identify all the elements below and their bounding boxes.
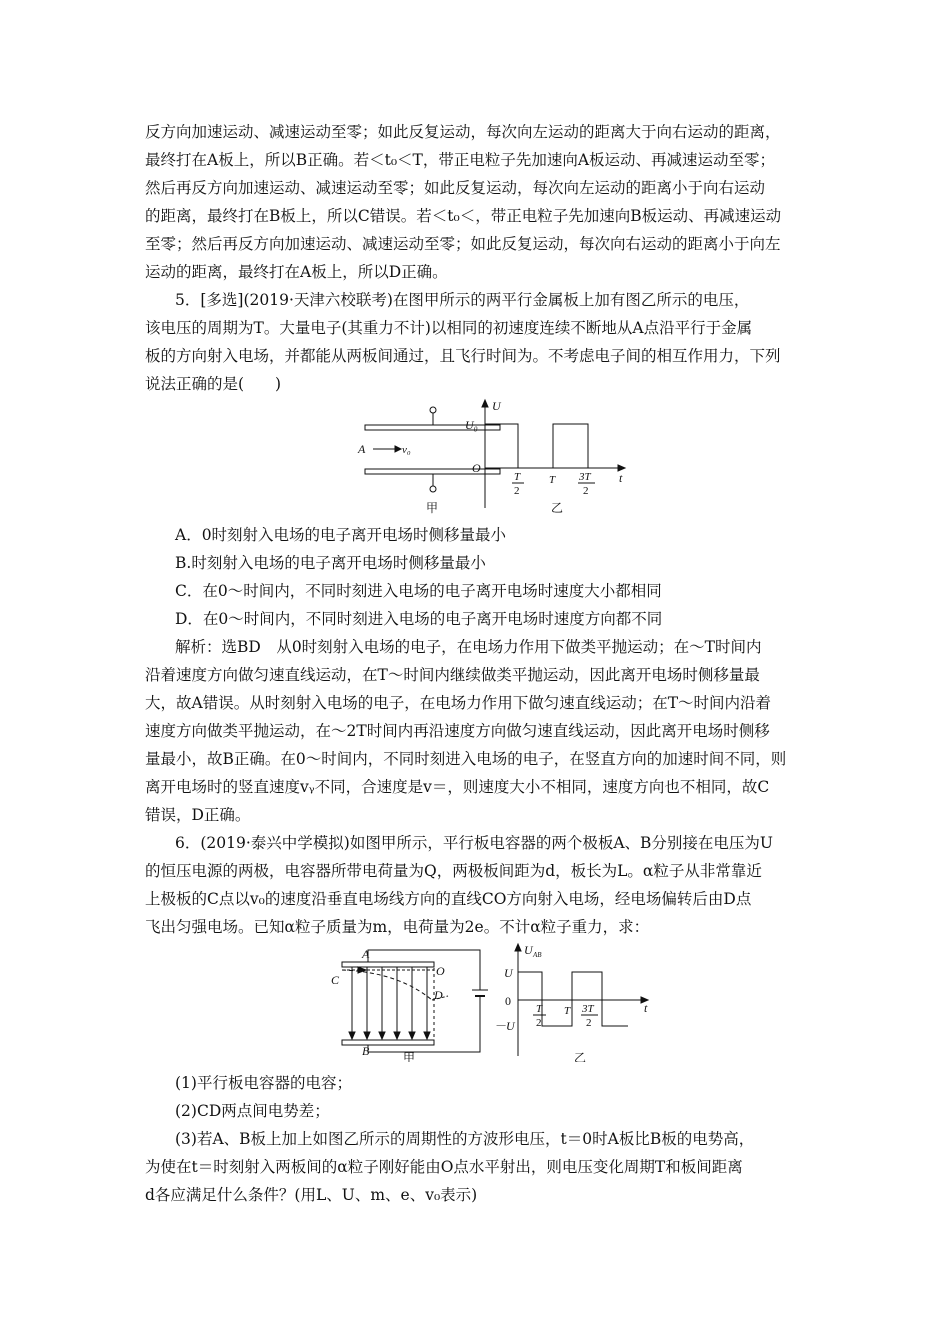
- text-line: 反方向加速运动、减速运动至零；如此反复运动，每次向左运动的距离大于向右运动的距离，: [145, 123, 781, 141]
- tick-three-half-t: [578, 471, 595, 497]
- figure-2-yi: [515, 944, 648, 1056]
- svg-text:3T: 3T: [579, 471, 591, 483]
- caption-jia-2: 甲: [403, 1051, 416, 1062]
- solution-5: 解析：选BD 从0时刻射入电场的电子，在电场力作用下做类平抛运动；在～T时间内: [175, 638, 762, 656]
- text-line: d各应满足什么条件？(用L、U、m、e、v₀表示): [145, 1186, 478, 1204]
- axis-t-label: t: [619, 471, 623, 485]
- svg-text:3T: 3T: [582, 1003, 594, 1015]
- figure-1: [355, 398, 645, 516]
- text-line: 板的方向射入电场，并都能从两板间通过，且飞行时间为。不考虑电子间的相互作用力，下列: [145, 347, 781, 365]
- plate-a-label: A: [362, 947, 370, 961]
- axis-u-label: U: [492, 399, 501, 413]
- text-line: 离开电场时的竖直速度vᵧ不同，合速度是v＝，则速度大小不相同，速度方向也不相同，故C: [145, 778, 770, 796]
- option-c: C．在0～时间内，不同时刻进入电场的电子离开电场时速度大小都相同: [175, 582, 662, 600]
- figure-1-jia: [365, 407, 500, 492]
- subquestion-1: (1)平行板电容器的电容；: [175, 1074, 352, 1092]
- question-6-stem: 6．(2019·泰兴中学模拟)如图甲所示，平行板电容器的两个极板A、B分别接在电压为U: [175, 834, 773, 852]
- figure-2: [328, 942, 658, 1062]
- text-line: 至零；然后再反方向加速运动、减速运动至零；如此反复运动，每次向右运动的距离小于向左: [145, 235, 781, 253]
- level-u0-label: U₀: [465, 418, 478, 432]
- svg-text:T: T: [536, 1003, 543, 1015]
- caption-jia: 甲: [426, 501, 439, 515]
- text-line: 最终打在A板上，所以B正确。若＜t₀＜T，带正电粒子先加速向A板运动、再减速运动至零；: [145, 151, 776, 169]
- text-line: 的距离，最终打在B板上，所以C错误。若＜t₀＜，带正电粒子先加速向B板运动、再减速运动: [145, 207, 782, 225]
- text-line: 飞出匀强电场。已知α粒子质量为m，电荷量为2e。不计α粒子重力，求：: [145, 918, 650, 936]
- level-high-label: U: [504, 966, 513, 980]
- axis-t-label-2: t: [644, 1001, 648, 1015]
- velocity-label: v₀: [402, 444, 411, 456]
- tick-half-t-2: [533, 1003, 546, 1029]
- svg-text:2: 2: [536, 1017, 542, 1029]
- text-line: 错误，D正确。: [145, 806, 251, 824]
- origin-label: O: [472, 461, 481, 475]
- text-line: 上极板的C点以v₀的速度沿垂直电场线方向的直线CO方向射入电场，经电场偏转后由D点: [145, 890, 752, 908]
- svg-text:2: 2: [514, 485, 520, 497]
- text-line: 沿着速度方向做匀速直线运动，在T～时间内继续做类平抛运动，因此离开电场时侧移量最: [145, 666, 760, 684]
- svg-text:2: 2: [586, 1017, 592, 1029]
- text-line: 大，故A错误。从时刻射入电场的电子，在电场力作用下做匀速直线运动；在T～时间内沿着: [145, 694, 772, 712]
- point-o-label: O: [436, 964, 445, 978]
- option-a: A．0时刻射入电场的电子离开电场时侧移量最小: [175, 526, 507, 544]
- subquestion-3: (3)若A、B板上加上如图乙所示的周期性的方波形电压，t＝0时A板比B板的电势高，: [175, 1130, 755, 1148]
- text-line: 运动的距离，最终打在A板上，所以D正确。: [145, 263, 448, 281]
- level-zero-label: 0: [505, 994, 511, 1008]
- tick-three-half-t-2: [581, 1003, 598, 1029]
- level-low-label: －U: [494, 1019, 515, 1033]
- point-d-label: D: [434, 988, 443, 1002]
- text-line: 量最小，故B正确。在0～时间内，不同时刻进入电场的电子，在竖直方向的加速时间不同，则: [145, 750, 787, 768]
- question-5-stem: 5．[多选](2019·天津六校联考)在图甲所示的两平行金属板上加有图乙所示的电压，: [175, 291, 750, 309]
- tick-t-2: T: [564, 1005, 571, 1017]
- point-c-label: C: [331, 973, 340, 987]
- axis-uab-sub: AB: [533, 951, 542, 959]
- option-d: D．在0～时间内，不同时刻进入电场的电子离开电场时速度方向都不同: [175, 610, 663, 628]
- figure-2-jia: [342, 950, 488, 1052]
- svg-text:2: 2: [583, 485, 589, 497]
- option-b: B.时刻射入电场的电子离开电场时侧移量最小: [175, 554, 486, 572]
- tick-t: T: [549, 474, 556, 486]
- text-line: 该电压的周期为T。大量电子(其重力不计)以相同的初速度连续不断地从A点沿平行于金属: [145, 319, 753, 337]
- point-a-label: A: [358, 442, 366, 456]
- text-line: 速度方向做类平抛运动，在～2T时间内再沿速度方向做匀速直线运动，因此离开电场时侧移: [145, 722, 770, 740]
- subquestion-2: (2)CD两点间电势差；: [175, 1102, 330, 1120]
- caption-yi-2: 乙: [574, 1051, 587, 1062]
- text-line: 然后再反方向加速运动、减速运动至零；如此反复运动，每次向左运动的距离小于向右运动: [145, 179, 766, 197]
- text-line: 的恒压电源的两极，电容器所带电荷量为Q，两极板间距为d，板长为L。α粒子从非常靠近: [145, 862, 762, 880]
- axis-uab-label: U: [524, 943, 533, 957]
- plate-b-label: B: [362, 1044, 370, 1058]
- svg-text:T: T: [514, 471, 521, 483]
- figure-1-yi: [482, 400, 625, 508]
- caption-yi: 乙: [551, 501, 564, 515]
- text-line: 说法正确的是( ): [145, 375, 282, 393]
- text-line: 为使在t＝时刻射入两板间的α粒子刚好能由O点水平射出，则电压变化周期T和板间距离: [145, 1158, 743, 1176]
- tick-half-t: [512, 471, 524, 497]
